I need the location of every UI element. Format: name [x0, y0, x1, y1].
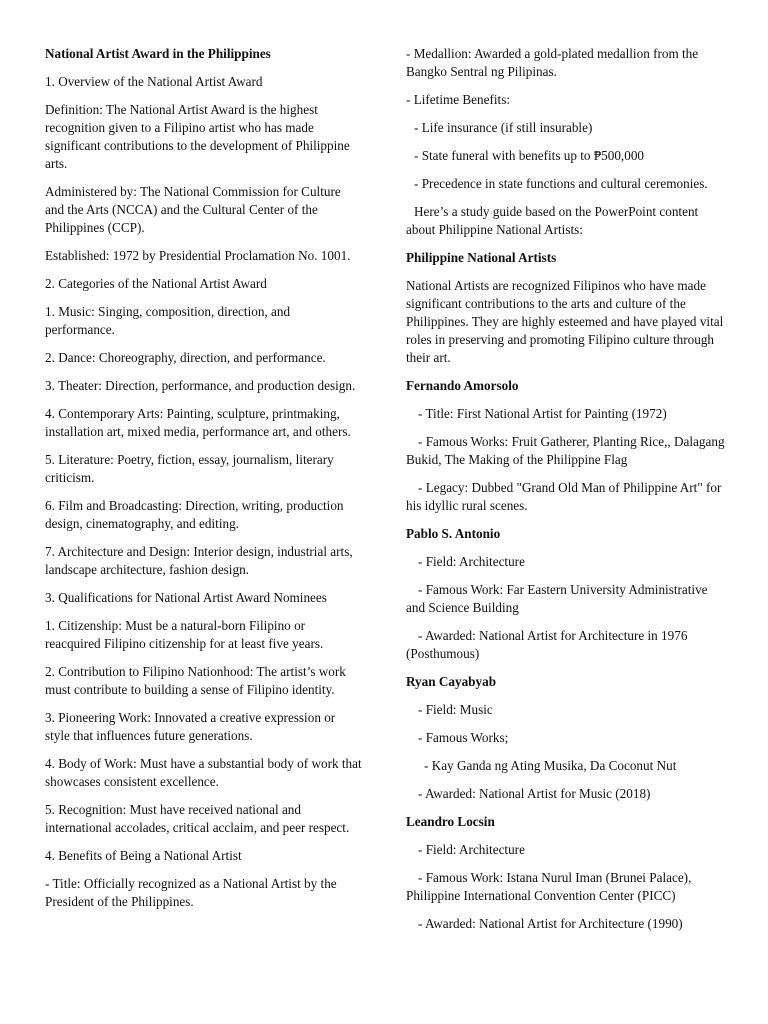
list-item: 3. Pioneering Work: Innovated a creative expression or style that influences future generations. — [45, 710, 336, 743]
section-heading: 3. Qualifications for National Artist Award Nominees — [45, 590, 327, 605]
detail-text: - Field: Architecture — [418, 554, 525, 569]
artist-detail — [406, 915, 728, 933]
paragraph-text: Here’s a study guide based on the PowerPoint content about Philippine National Artists: — [406, 204, 699, 237]
document-title: National Artist Award in the Philippines — [45, 46, 271, 61]
artist-name: Ryan Cayabyab — [406, 674, 497, 689]
list-item: 3. Theater: Direction, performance, and production design. — [45, 378, 356, 393]
artist-name: Fernando Amorsolo — [406, 378, 519, 393]
detail-text: - Awarded: National Artist for Architecture in 1976 (Posthumous) — [406, 628, 688, 661]
section-heading: 2. Categories of the National Artist Award — [45, 276, 267, 291]
detail-text: - Famous Work: Far Eastern University Administrative and Science Building — [406, 582, 708, 615]
list-item: - Precedence in state functions and cultural ceremonies. — [414, 176, 708, 191]
artist-detail — [406, 701, 728, 719]
paragraph — [406, 203, 728, 239]
paragraph: Established: 1972 by Presidential Proclamation No. 1001. — [45, 248, 351, 263]
artist-detail — [406, 405, 728, 423]
detail-text: - Awarded: National Artist for Architecture (1990) — [418, 916, 683, 931]
artist-detail — [406, 869, 728, 905]
list-item: - Life insurance (if still insurable) — [414, 120, 593, 135]
detail-text: - Awarded: National Artist for Music (2018) — [418, 786, 651, 801]
artist-detail — [406, 729, 728, 747]
detail-text: - Famous Works; — [418, 730, 509, 745]
artist-detail — [406, 627, 728, 663]
artist-detail — [406, 581, 728, 617]
list-item: 1. Music: Singing, composition, direction, and performance. — [45, 304, 291, 337]
list-item: 4. Contemporary Arts: Painting, sculpture, printmaking, installation art, mixed media, performance art, and others. — [45, 406, 351, 439]
list-item: 5. Recognition: Must have received national and international accolades, critical acclaim, and peer respect. — [45, 802, 350, 835]
artist-detail — [406, 433, 728, 469]
section-heading: 1. Overview of the National Artist Award — [45, 74, 263, 89]
list-item: 2. Contribution to Filipino Nationhood: The artist’s work must contribute to building a sense of Filipino identity. — [45, 664, 346, 697]
detail-text: - Title: First National Artist for Painting (1972) — [418, 406, 667, 421]
list-item: 2. Dance: Choreography, direction, and performance. — [45, 350, 326, 365]
list-item: 1. Citizenship: Must be a natural-born Filipino or reacquired Filipino citizenship for at least five years. — [45, 618, 324, 651]
left-column — [45, 45, 363, 921]
detail-text: - Field: Music — [418, 702, 493, 717]
paragraph: Administered by: The National Commission for Culture and the Arts (NCCA) and the Cultural Center of the Philippines (CCP). — [45, 184, 341, 235]
paragraph: Definition: The National Artist Award is the highest recognition given to a Filipino artist who has made significant contributions to the development of Philippine arts. — [45, 102, 350, 171]
list-item: 7. Architecture and Design: Interior design, industrial arts, landscape architecture, fashion design. — [45, 544, 353, 577]
section-heading: Philippine National Artists — [406, 250, 557, 265]
detail-text: - Famous Work: Istana Nurul Iman (Brunei Palace), Philippine International Convention Center (PICC) — [406, 870, 692, 903]
detail-text: - Famous Works: Fruit Gatherer, Planting Rice,, Dalagang Bukid, The Making of the Philippine Flag — [406, 434, 725, 467]
paragraph: National Artists are recognized Filipinos who have made significant contributions to the arts and culture of the Philippines. They are highly esteemed and have played vital roles in preserving and promoting Filipino culture through their art. — [406, 278, 724, 365]
artist-detail — [406, 479, 728, 515]
artist-name: Leandro Locsin — [406, 814, 495, 829]
list-item: - Lifetime Benefits: — [406, 92, 510, 107]
artist-detail — [406, 841, 728, 859]
artist-detail — [406, 785, 728, 803]
detail-text: - Legacy: Dubbed "Grand Old Man of Philippine Art" for his idyllic rural scenes. — [406, 480, 722, 513]
artist-detail — [406, 553, 728, 571]
list-item: - Title: Officially recognized as a National Artist by the President of the Philippines. — [45, 876, 337, 909]
section-heading: 4. Benefits of Being a National Artist — [45, 848, 242, 863]
artist-detail — [406, 757, 728, 775]
artist-name: Pablo S. Antonio — [406, 526, 501, 541]
list-item: - Medallion: Awarded a gold-plated medallion from the Bangko Sentral ng Pilipinas. — [406, 46, 699, 79]
list-item: 6. Film and Broadcasting: Direction, writing, production design, cinematography, and editing. — [45, 498, 344, 531]
detail-text: - Field: Architecture — [418, 842, 525, 857]
right-column — [406, 45, 728, 943]
list-item: - State funeral with benefits up to ₱500,000 — [414, 148, 645, 163]
list-item: 4. Body of Work: Must have a substantial body of work that showcases consistent excellence. — [45, 756, 362, 789]
list-item: 5. Literature: Poetry, fiction, essay, journalism, literary criticism. — [45, 452, 334, 485]
detail-text: - Kay Ganda ng Ating Musika, Da Coconut Nut — [424, 758, 677, 773]
